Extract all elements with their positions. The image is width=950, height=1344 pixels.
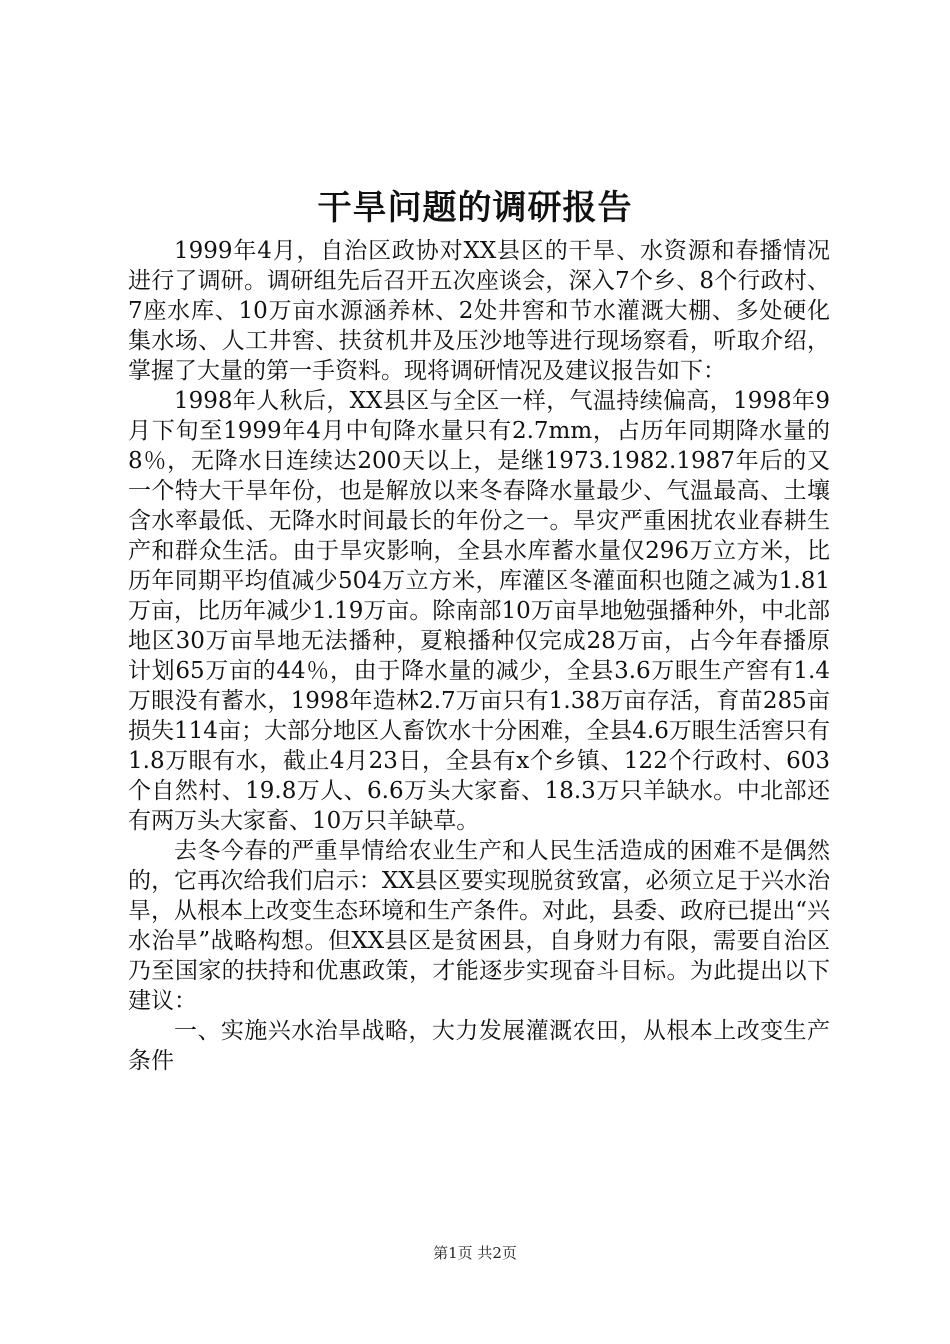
paragraph-intro: 1999年4月，自治区政协对XX县区的干旱、水资源和春播情况进行了调研。调研组先后召开五次座谈会，深入7个乡、8个行政村、7座水库、10万亩水源涵养林、2处井窖和节水灌溉大棚、多处硬化集水场、人工井窖、扶贫机井及压沙地等进行现场察看，听取介绍，掌握了大量的第一手资料。现将调研情况及建议报告如下： bbox=[128, 238, 830, 384]
page-total: 共2页 bbox=[477, 1244, 517, 1262]
paragraph-section-one-heading: 一、实施兴水治旱战略，大力发展灌溉农田，从根本上改变生产条件 bbox=[128, 1018, 830, 1074]
paragraph-drought-situation: 1998年人秋后，XX县区与全区一样，气温持续偏高，1998年9月下旬至1999年4月中旬降水量只有2.7mm，占历年同期降水量的8％，无降水日连续达200天以上，是继1973.1982.1987年后的又一个特大干旱年份，也是解放以来冬春降水量最少、气温最高、土壤含水率最低、无降水时间最长的年份之一。旱灾严重困扰农业春耕生产和群众生活。由于旱灾影响，全县水库蓄水量仅296万立方米，比历年同期平均值减少504万立方米，库灌区冬灌面积也随之减为1.81万亩，比历年减少1.19万亩。除南部10万亩旱地勉强播种外，中北部地区30万亩旱地无法播种，夏粮播种仅完成28万亩，占今年春播原计划65万亩的44％，由于降水量的减少，全县3.6万眼生产窖有1.4万眼没有蓄水，1998年造林2.7万亩只有1.38万亩存活，育苗285亩损失114亩；大部分地区人畜饮水十分困难，全县4.6万眼生活窖只有1.8万眼有水，截止4月23日，全县有x个乡镇、122个行政村、603个自然村、19.8万人、6.6万头大家畜、18.3万只羊缺水。中北部还有两万头大家畜、10万只羊缺草。 bbox=[128, 388, 830, 834]
page-title: 干旱问题的调研报告 bbox=[317, 188, 633, 228]
document-body bbox=[128, 236, 830, 1076]
page-number: 第1页 bbox=[433, 1244, 473, 1262]
page-footer bbox=[0, 1242, 950, 1263]
paragraph-recommendation-intro: 去冬今春的严重旱情给农业生产和人民生活造成的困难不是偶然的，它再次给我们启示：XX县区要实现脱贫致富，必须立足于兴水治旱，从根本上改变生态环境和生产条件。对此，县委、政府已提出“兴水治旱”战略构想。但XX县区是贫困县，自身财力有限，需要自治区乃至国家的扶持和优惠政策，才能逐步实现奋斗目标。为此提出以下建议： bbox=[128, 838, 830, 1014]
